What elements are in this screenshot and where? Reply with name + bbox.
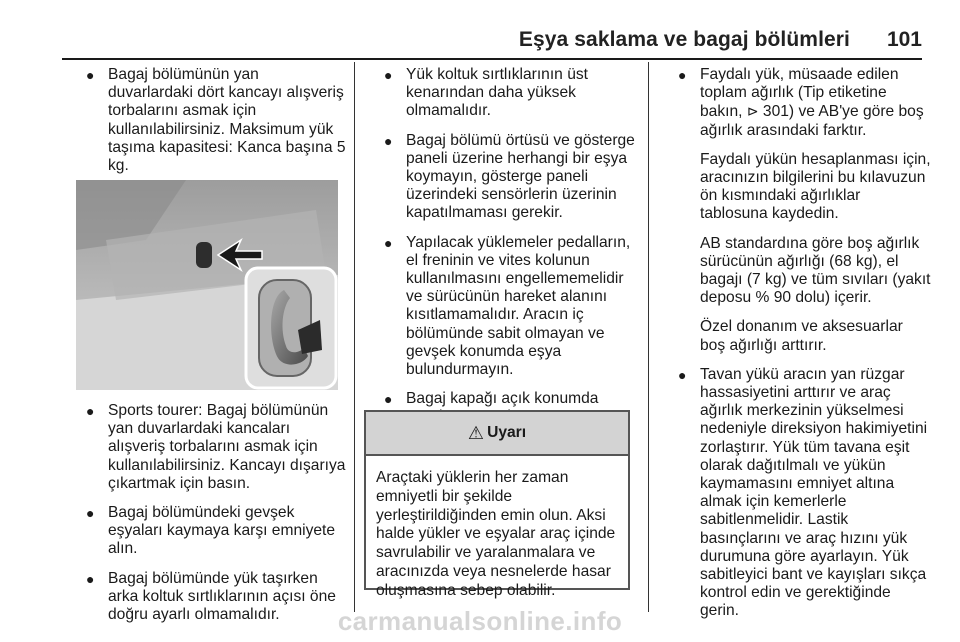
watermark: carmanualsonline.info	[337, 606, 623, 636]
page-title: Eşya saklama ve bagaj bölümleri	[518, 28, 850, 51]
warning-text: Araçtaki yüklerin her zaman emniyetli bir şekilde yerleştirildiğinden emin olun. Aksi halde yükler ve eşyalar araç içinde savrulabilir ve yaralanmalara ve aracınızda veya nesnelerde hasar oluşmasına sebep olabilir.	[376, 469, 616, 599]
list-item	[382, 66, 638, 121]
bullet: ●	[86, 67, 95, 83]
column-divider-right	[648, 62, 649, 612]
list-item-text: Tavan yükü aracın yan rüzgar hassasiyetini arttırır ve araç ağırlık merkezinin yükselmesi nedeniyle direksiyon hakimiyetini zorlaştırır. Yük tüm tavana eşit olarak dağıtılmalı ve yükün kaymamasını emniyet altına almak için kemerlerle sabitlenmelidir. Lastik basınçlarını ve araç hızını yük durumuna göre ayarlayın. Yük sabitleyici bant ve kayışları sıkça kontrol edin ve gerektiğinde gerin.	[700, 365, 928, 620]
column-divider-left	[354, 62, 355, 612]
bullet: ●	[678, 366, 687, 383]
paragraph: AB standardına göre boş ağırlık sürücünün ağırlığı (68 kg), el bagajı (7 kg) ve tüm sıvıları (yakıt deposu % 90 dolu) içerir.	[700, 234, 931, 307]
column-1-lower	[84, 402, 346, 635]
list-item-text: Bagaj bölümü örtüsü ve gösterge paneli üzerine herhangi bir eşya koymayın, gösterge paneli üzerindeki sensörlerin üzerinin kapatılmaması gerekir.	[406, 131, 635, 222]
bullet: ●	[384, 234, 393, 251]
warning-icon: ⚠	[467, 422, 485, 443]
list-item-text: Yük koltuk sırtlıklarının üst kenarından daha yüksek olmamalıdır.	[406, 66, 588, 120]
page-reference-icon: ⊳	[746, 103, 759, 120]
list-item	[676, 366, 932, 621]
list-item	[84, 66, 346, 175]
column-2	[382, 66, 638, 438]
list-item	[676, 66, 932, 140]
bullet: ●	[678, 67, 687, 83]
column-3	[676, 66, 932, 632]
list-item-text: Yapılacak yüklemeler pedalların, el freninin ve vites kolunun kullanılmasını engellememelidir ve sürücünün hareket alanını kısıtlamamalıdır. Aracın iç bölümünde sabit olmayan ve gevşek konumda eşya bulundurmayın.	[406, 233, 631, 379]
warning-header	[366, 412, 628, 456]
small-hook	[196, 242, 212, 268]
list-item-text: Bagaj bölümünün yan duvarlardaki dört kancayı alışveriş torbalarını asmak için kullanılabilirsiniz. Maksimum yük taşıma kapasitesi: Kanca başına 5 kg.	[108, 66, 346, 175]
trunk-hook-illustration	[76, 180, 338, 390]
list-item-text: Bagaj bölümünde yük taşırken arka koltuk sırtlıklarının açısı öne doğru ayarlı olmamalıdır.	[108, 569, 336, 624]
list-item	[382, 234, 638, 380]
trunk-hook-photo	[76, 180, 338, 390]
list-item-text: Bagaj kapağı açık konumda	[406, 390, 599, 408]
column-1	[84, 66, 346, 186]
bullet: ●	[86, 505, 95, 522]
bullet: ●	[384, 391, 393, 408]
list-item-text: Sports tourer: Bagaj bölümünün yan duvarlardaki kancaları alışveriş torbalarını asmak için kullanılabilirsiniz. Kancayı dışarıya çıkartmak için basın.	[108, 402, 346, 492]
header-rule	[62, 58, 922, 60]
warning-box	[364, 410, 630, 599]
warning-title: Uyarı	[487, 424, 527, 441]
page-header	[0, 26, 960, 56]
bullet: ●	[384, 67, 393, 83]
bullet: ●	[384, 132, 393, 149]
list-item	[382, 132, 638, 223]
paragraph: Özel donanım ve aksesuarlar boş ağırlığı arttırır.	[700, 318, 903, 354]
bullet: ●	[86, 403, 95, 419]
list-item-text: Faydalı yük, müsaade edilen toplam ağırlık (Tip etiketine bakın,	[700, 66, 899, 121]
list-item-text-continued: 301) ve AB'ye göre boş ağırlık arasındaki farktır.	[700, 103, 924, 139]
paragraph: Faydalı yükün hesaplanması için, aracınızın bilgilerini bu kılavuzun ön kısmındaki ağırlıklar tablosuna kaydedin.	[700, 150, 931, 223]
bullet: ●	[86, 570, 95, 587]
list-item-text: Bagaj bölümündeki gevşek eşyaları kaymaya karşı emniyete alın.	[108, 504, 336, 558]
page-number: 101	[886, 28, 922, 51]
list-item	[84, 402, 346, 493]
list-item	[84, 504, 346, 559]
